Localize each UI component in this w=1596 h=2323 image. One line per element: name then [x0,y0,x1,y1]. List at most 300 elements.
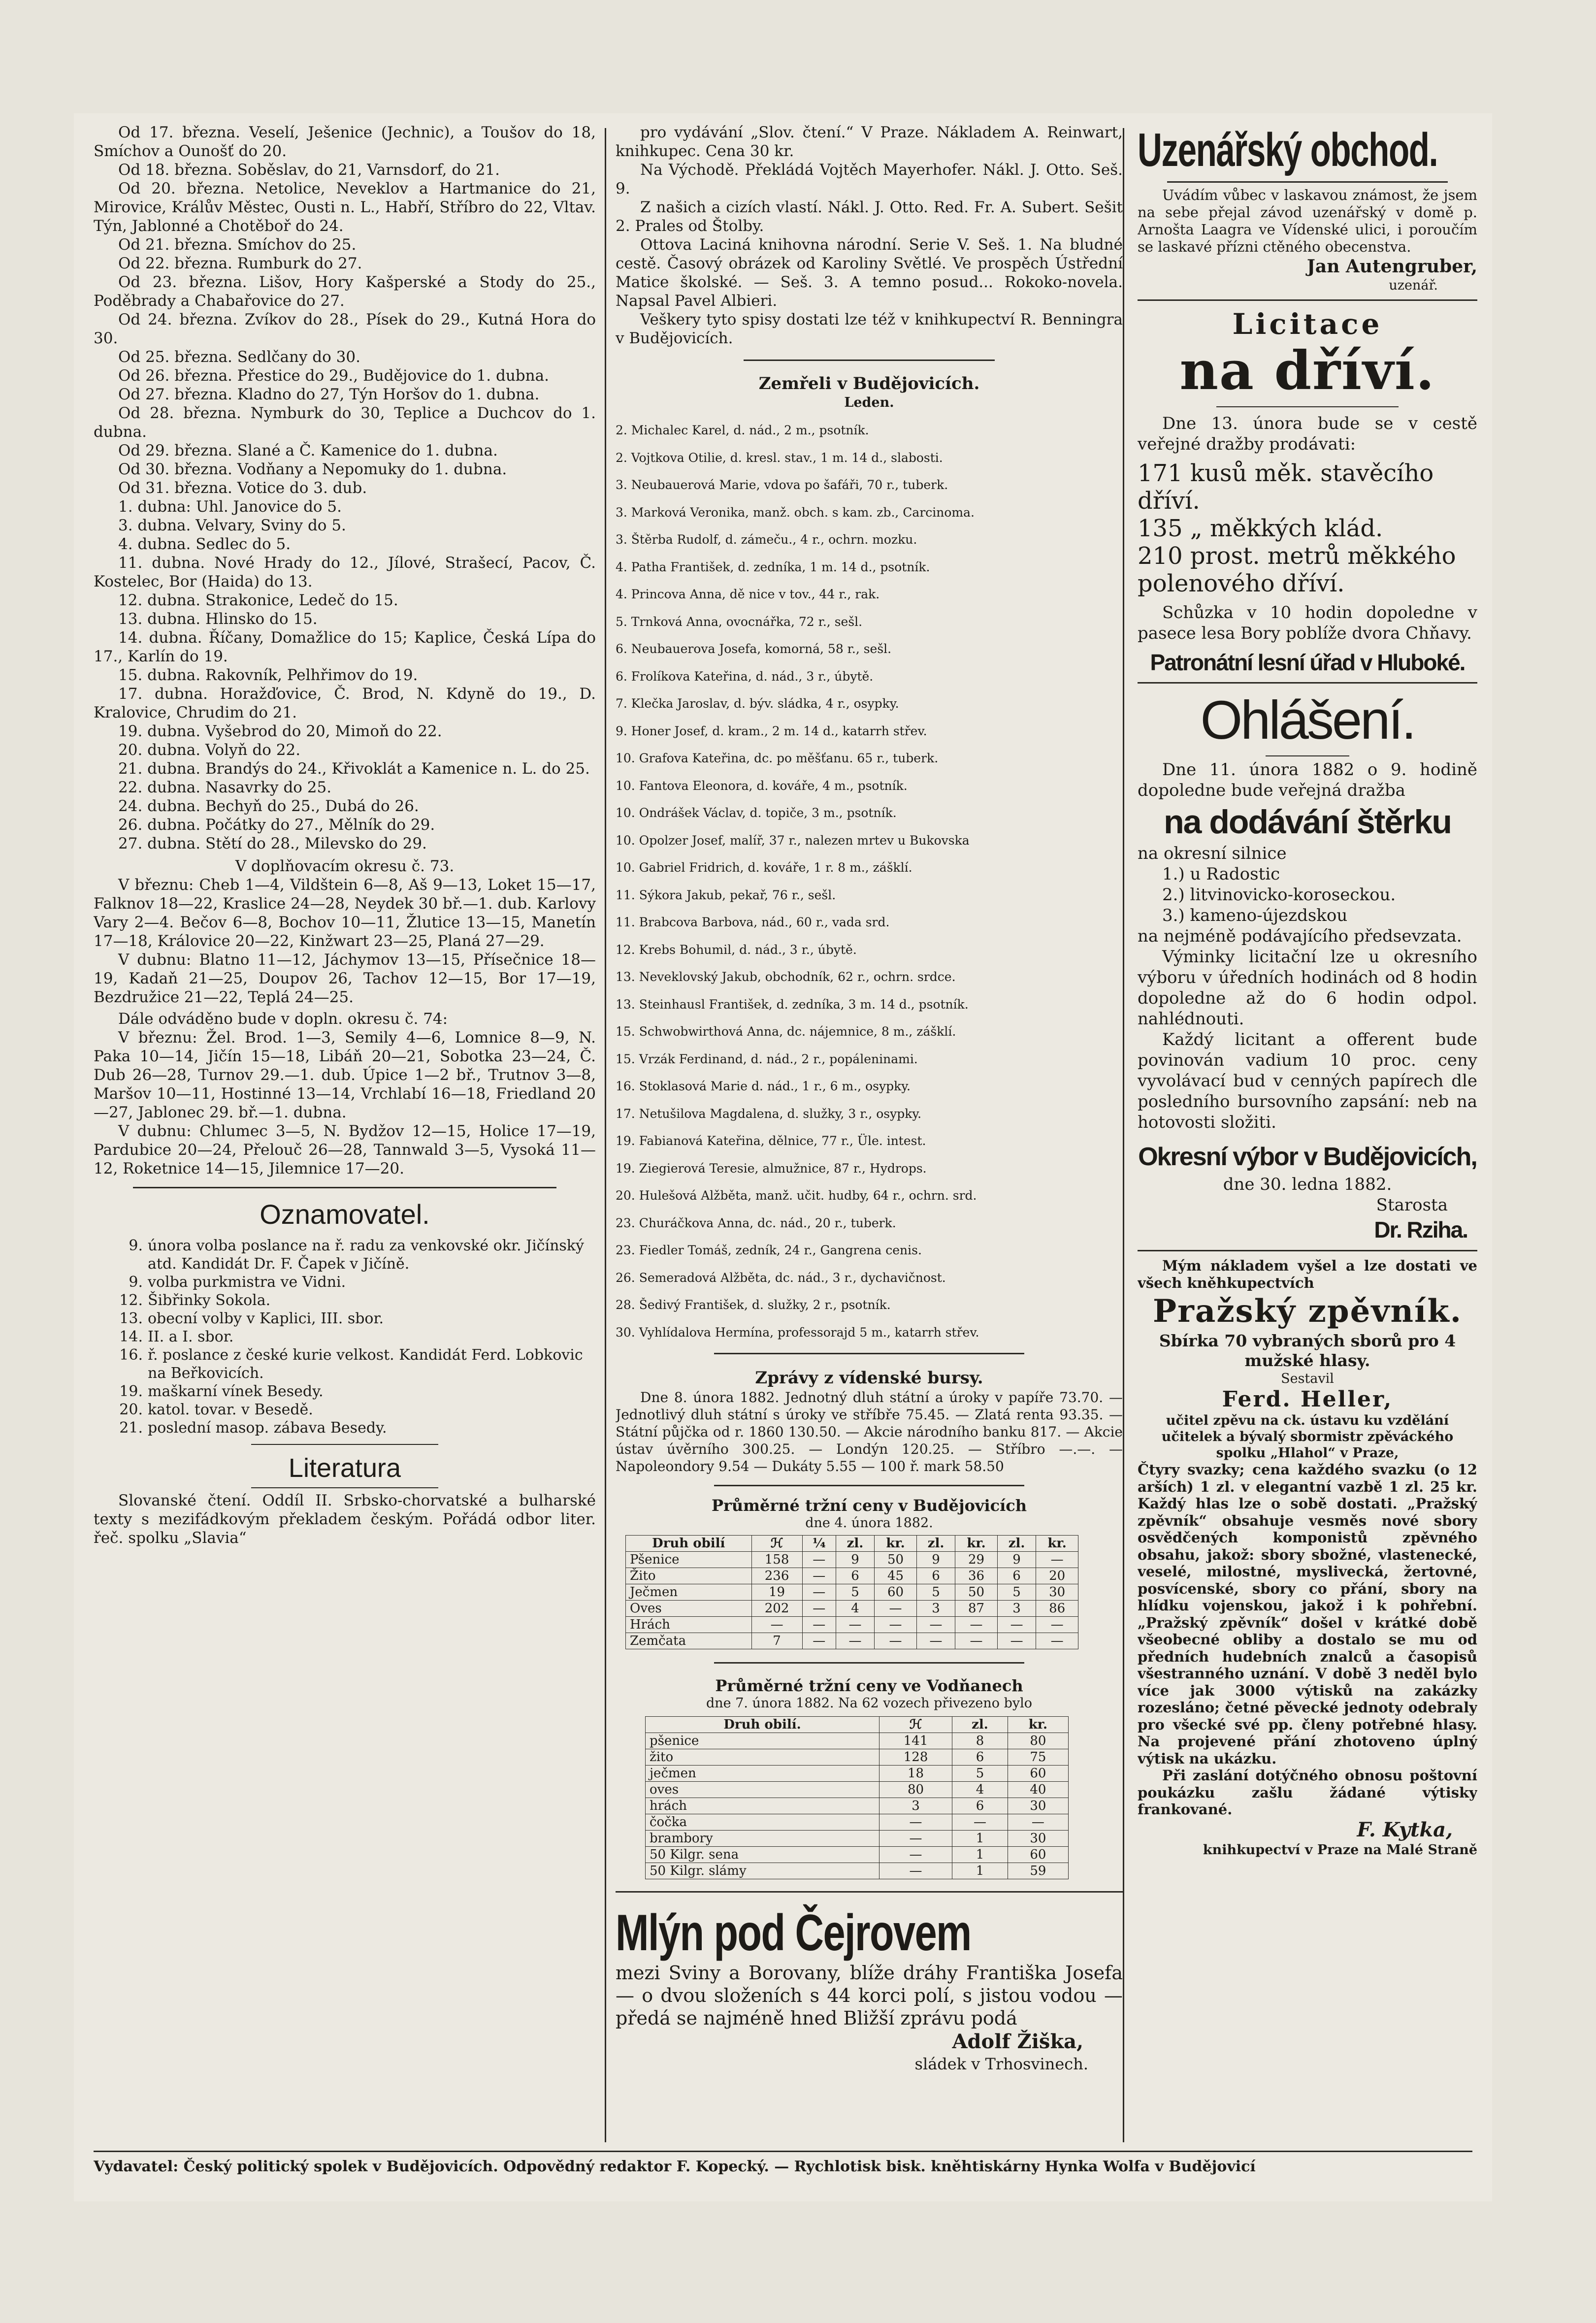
table-cell: oves [646,1782,879,1798]
table-header-cell: zl. [836,1536,874,1552]
ohlaseni-text: Dne 11. února 1882 o 9. hodině dopoledne bude veřejná dražba [1138,760,1477,800]
licitace-item: 210 prost. metrů měkkého polenového dříví. [1138,542,1456,597]
oznamovatel-item [94,1291,596,1309]
date-entry: 17. dubna. Horažďovice, Č. Brod, N. Kdyně do 19., D. Kralovice, Chrudim do 21. [94,685,596,721]
oznamovatel-day: 20. [119,1401,143,1418]
date-entry: Od 29. března. Slané a Č. Kamenice do 1. dubna. [118,442,498,459]
table-header-cell: zl. [952,1717,1008,1733]
table-header-cell: ℋ [751,1536,802,1552]
oznamovatel-text: Šibřinky Sokola. [148,1292,271,1309]
table-cell: — [836,1617,874,1633]
table-cell: — [879,1847,952,1863]
table-cell: — [836,1633,874,1649]
date-entry: Od 21. března. Smíchov do 25. [118,236,357,254]
oznamovatel-day: 12. [119,1292,143,1309]
table-cell: Oves [626,1601,752,1617]
table-cell: — [802,1552,836,1568]
okresu74-entry: V březnu: Žel. Brod. 1—3, Semily 4—6, Lomnice 8—9, N. Paka 10—14, Jičín 15—18, Libáň 20—21, Sobotka 23—24, Č. Dub 26—28, Turnov 29.—1. dub. Úpice 1—2 bř., Trutnov 3—8, Maršov 10—11, Hostinné 13—14, Vrchlabí 16—18, Friedland 20—27, Jablonec 29. bř.—1. dubna. [94,1029,596,1121]
table-cell: 80 [1008,1733,1068,1749]
divider [251,1487,438,1488]
table-cell: — [802,1633,836,1649]
table-cell: 18 [879,1766,952,1782]
table-header-cell: kr. [875,1536,917,1552]
table-row [646,1782,1069,1798]
table-cell: 9 [997,1552,1036,1568]
death-entry: 23. Fiedler Tomáš, zedník, 24 r., Gangrena cenis. [616,1243,922,1257]
date-entry: 27. dubna. Stětí do 28., Milevsko do 29. [118,835,427,852]
date-entry: Od 25. března. Sedlčany do 30. [118,348,360,366]
death-entry: 10. Opolzer Josef, malíř, 37 r., nalezen mrtev u Bukovska [616,833,970,848]
date-entry: 26. dubna. Počátky do 27., Mělník do 29. [118,816,435,834]
oznamovatel-item [94,1346,596,1382]
market1-title: Průměrné tržní ceny v Budějovicích [711,1496,1027,1515]
divider [251,1444,438,1445]
deaths-list [616,423,1123,1340]
death-entry: 26. Semeradová Alžběta, dc. nád., 3 r., dychavičnost. [616,1270,946,1285]
table-cell: 1 [952,1847,1008,1863]
death-entry: 23. Churáčkova Anna, dc. nád., 20 r., tuberk. [616,1215,896,1230]
table-cell: brambory [646,1831,879,1847]
death-entry: 30. Vyhlídalova Hermína, professorajd 5 m., katarrh střev. [616,1325,979,1340]
table-cell: Pšenice [626,1552,752,1568]
table-cell: 5 [997,1584,1036,1601]
literature-entry: Na Východě. Překládá Vojtěch Mayerhofer. Nákl. J. Otto. Seš. 9. [616,161,1123,197]
table-cell: — [802,1617,836,1633]
table-cell: 4 [952,1782,1008,1798]
death-entry: 4. Princova Anna, dě nice v tov., 44 r., rak. [616,587,880,601]
table-cell: 6 [952,1749,1008,1766]
table-row [646,1831,1069,1847]
date-entry: 21. dubna. Brandýs do 24., Křivoklát a Kamenice n. L. do 25. [118,760,590,778]
literatura-title: Literatura [288,1453,401,1483]
table-cell: 1 [952,1831,1008,1847]
table-cell: hrách [646,1798,879,1814]
table-header-cell: Druh obilí [626,1536,752,1552]
death-entry: 17. Netušilova Magdalena, d. služky, 3 r., osypky. [616,1106,922,1121]
death-entry: 6. Frolíkova Kateřina, d. nád., 3 r., úbytě. [616,669,874,684]
table-cell: 59 [1008,1863,1068,1879]
death-entry: 10. Grafova Kateřina, dc. po měšťanu. 65 r., tuberk. [616,751,939,765]
date-entry: 12. dubna. Strakonice, Ledeč do 15. [118,591,398,609]
column-rule [1123,128,1124,2142]
table-row [646,1798,1069,1814]
table-cell: — [875,1601,917,1617]
ohlaseni-item: 2.) litvinovicko-koroseckou. [1162,885,1396,905]
table-cell: — [955,1617,998,1633]
ohlaseni-text4: Výminky licitační lze u okresního výboru v úředních hodinách od 8 hodin dopoledne až do 6 hodin odpol. nahlédnouti. [1138,947,1477,1029]
market1-subtitle: dne 4. února 1882. [805,1515,933,1531]
table-row [646,1814,1069,1831]
divider [1266,755,1349,756]
uzenar-role: uzenář. [1389,278,1438,293]
literature-entry: Z našich a cizích vlastí. Nákl. J. Otto. Red. Fr. A. Subert. Sešit 2. Prales od Štolby. [616,198,1123,235]
divider [1167,181,1448,183]
mlyn-signature: Adolf Žiška, [952,2030,1083,2053]
table-cell: — [802,1584,836,1601]
licitace-text2: Schůzka v 10 hodin dopoledne v pasece lesa Bory poblíže dvora Chňavy. [1138,603,1477,643]
zpevnik-title: Pražský zpěvník. [1153,1293,1462,1330]
uzenar-title: Uzenářský obchod. [1138,124,1438,176]
okresu74-heading: Dále odváděno bude v dopln. okresu č. 74: [118,1010,448,1028]
divider [744,360,995,361]
deaths-month: Leden. [844,395,894,410]
table-row [646,1733,1069,1749]
mlyn-signature-line2: sládek v Trhosvinech. [914,2055,1088,2073]
imprint-footer: Vydavatel: Český politický spolek v Budějovicích. Odpovědný redaktor F. Kopecký. — Rychlotisk bisk. kněhtiskárny Hynka Wolfa v Budějovicí [94,2151,1472,2182]
table-cell: — [1036,1617,1078,1633]
oznamovatel-item [94,1328,596,1346]
table-row [626,1617,1078,1633]
death-entry: 6. Neubauerova Josefa, komorná, 58 r., sešl. [616,642,892,656]
oznamovatel-item [94,1273,596,1291]
table-cell: 6 [836,1568,874,1584]
table-cell: — [751,1617,802,1633]
date-entry: Od 30. března. Vodňany a Nepomuky do 1. dubna. [118,460,507,478]
table-cell: 158 [751,1552,802,1568]
death-entry: 12. Krebs Bohumil, d. nád., 3 r., úbytě. [616,942,857,957]
table-row [626,1633,1078,1649]
oznamovatel-day: 9. [129,1237,143,1254]
table-cell: 4 [836,1601,874,1617]
table-cell: 3 [997,1601,1036,1617]
death-entry: 10. Ondrášek Václav, d. topiče, 3 m., psotník. [616,806,897,820]
oznamovatel-text: katol. tovar. v Besedě. [148,1401,313,1418]
table-cell: — [879,1831,952,1847]
recruitment-dates [94,123,596,853]
divider [1138,299,1477,301]
date-entry: 3. dubna. Velvary, Sviny do 5. [118,517,346,534]
oznamovatel-text: poslední masop. zábava Besedy. [148,1419,387,1437]
date-entry: 15. dubna. Rakovník, Pelhřimov do 19. [118,666,418,684]
table-cell: Hrách [626,1617,752,1633]
table-cell: Zemčata [626,1633,752,1649]
ohlaseni-text5: Každý licitant a offerent bude povinován vadium 10 proc. ceny vyvolávací bud v cenných papírech dle posledního bursovního zapsání: neb na hotovosti složiti. [1138,1030,1477,1132]
death-entry: 2. Vojtkova Otilie, d. kresl. stav., 1 m. 14 d., slabosti. [616,450,943,465]
newspaper-page [74,113,1492,2201]
date-entry: Od 23. března. Lišov, Hory Kašperské a Stody do 25., Poděbrady a Chabařovice do 27. [94,273,596,310]
deaths-title: Zemřeli v Budějovicích. [758,374,980,393]
table-cell: 19 [751,1584,802,1601]
death-entry: 10. Fantova Eleonora, d. kováře, 4 m., psotník. [616,778,908,793]
ohlaseni-org: Okresní výbor v Budějovicích, [1138,1143,1477,1171]
bursa-title: Zprávy z vídenské bursy. [755,1368,983,1388]
oznamovatel-day: 19. [119,1383,143,1400]
table-header-cell: ¼ [802,1536,836,1552]
date-entry: Od 18. března. Soběslav, do 21, Varnsdorf, do 21. [118,161,500,179]
table-cell: 80 [879,1782,952,1798]
table-cell: 60 [1008,1766,1068,1782]
date-entry: Od 28. března. Nymburk do 30, Teplice a Duchcov do 1. dubna. [94,404,596,441]
ohlaseni-text3: na nejméně podávajícího předsevzata. [1138,926,1462,946]
table-header-row [646,1717,1069,1733]
table-cell: — [875,1633,917,1649]
date-entry: 14. dubna. Říčany, Domažlice do 15; Kaplice, Česká Lípa do 17., Karlín do 19. [94,629,596,665]
table-cell: 30 [1008,1831,1068,1847]
date-entry: Od 17. března. Veselí, Ješenice (Jechnic), a Toušov do 18, Smíchov a Ounošť do 20. [94,124,596,160]
table-cell: 30 [1008,1798,1068,1814]
oznamovatel-day: 14. [119,1328,143,1345]
death-entry: 20. Hulešová Alžběta, manž. učit. hudby, 64 r., ochrn. srd. [616,1188,977,1203]
okresu74-list [94,1028,596,1178]
oznamovatel-text: maškarní vínek Besedy. [148,1383,324,1400]
zpevnik-author-desc: učitel zpěvu na ck. ústavu ku vzdělání učitelek a bývalý sbormistr zpěváckého spolku „Hlahol“ v Praze, [1161,1413,1454,1461]
zpevnik-intro: Mým nákladem vyšel a lze dostati ve všech kněhkupectvích [1138,1257,1477,1291]
oznamovatel-item [94,1419,596,1437]
table-header-row [626,1536,1078,1552]
table-cell: — [955,1633,998,1649]
oznamovatel-day: 9. [129,1274,143,1291]
death-entry: 3. Štěrba Rudolf, d. zámeču., 4 r., ochrn. mozku. [616,532,917,547]
table-cell: žito [646,1749,879,1766]
zpevnik-signature: F. Kytka, [1357,1818,1453,1841]
death-entry: 3. Neubauerová Marie, vdova po šafáři, 70 r., tuberk. [616,478,948,492]
table-cell: 5 [916,1584,955,1601]
market2-table [645,1716,1069,1879]
table-cell: 60 [1008,1847,1068,1863]
death-entry: 7. Klečka Jaroslav, d. býv. sládka, 4 r., osypky. [616,696,899,711]
death-entry: 2. Michalec Karel, d. nád., 2 m., psotník. [616,423,869,437]
table-cell: — [997,1617,1036,1633]
divider [714,1485,1024,1486]
table-cell: 5 [952,1766,1008,1782]
table-cell: 9 [836,1552,874,1568]
okresu73-entry: V dubnu: Blatno 11—12, Jáchymov 13—15, Přísečnice 18—19, Kadaň 21—25, Doupov 26, Tachov 12—15, Bor 17—19, Bezdružice 21—22, Teplá 24—25. [94,951,596,1006]
licitace-big: na dříví. [1179,340,1435,402]
literature-entry: Veškery tyto spisy dostati lze též v knihkupectví R. Benningra v Budějovicích. [616,311,1123,347]
table-cell: 3 [916,1601,955,1617]
ohlaseni-title: Ohlášení. [1200,690,1415,751]
oznamovatel-text: II. a I. sbor. [148,1328,234,1345]
table-cell: — [879,1814,952,1831]
table-header-cell: zl. [916,1536,955,1552]
table-cell: — [1036,1633,1078,1649]
death-entry: 13. Neveklovský Jakub, obchodník, 62 r., ochrn. srdce. [616,970,956,984]
table-cell: 128 [879,1749,952,1766]
literatura-text: Slovanské čtení. Oddíl II. Srbsko-chorvatské a bulharské texty s mezifádkovým překladem českým. Pořádá odbor liter. řeč. spolku „Slavia“ [94,1492,596,1547]
column-3 [1138,123,1477,2142]
divider [1138,682,1477,684]
table-cell: — [879,1863,952,1879]
table-cell: 3 [879,1798,952,1814]
oznamovatel-item [94,1382,596,1401]
death-entry: 3. Marková Veronika, manž. obch. s kam. zb., Carcinoma. [616,505,975,520]
table-header-cell: ℋ [879,1717,952,1733]
zpevnik-signature-line2: knihkupectví v Praze na Malé Straně [1203,1842,1477,1858]
bursa-text: Dne 8. února 1882. Jednotný dluh státní a úroky v papíře 73.70. — Jednotlivý dluh státní s úroky ve stříbře 75.45. — Zlatá renta 93.35. — Státní půjčka od r. 1860 130.50. — Akcie národního banku 817. — Akcie ústav úvěrního 300.25. — Londýn 120.25. — Stříbro —.—. — Napoleondory 9.54 — Dukáty 5.55 — 100 ř. mark 58.50 [616,1389,1123,1474]
divider [714,1353,1024,1354]
date-entry: Od 24. března. Zvíkov do 28., Písek do 29., Kutná Hora do 30. [94,311,596,347]
date-entry: 4. dubna. Sedlec do 5. [118,535,291,553]
oznamovatel-text: volba purkmistra ve Vidni. [148,1274,346,1291]
ohlaseni-item: 3.) kameno-újezdskou [1162,906,1348,925]
table-cell: 8 [952,1733,1008,1749]
date-entry: Od 26. března. Přestice do 29., Budějovice do 1. dubna. [118,367,549,385]
ohlaseni-text2: na okresní silnice [1138,844,1287,863]
oznamovatel-list [94,1237,596,1437]
zpevnik-by: Sestavil [1281,1371,1334,1386]
oznamovatel-day: 21. [119,1419,143,1437]
date-entry: 24. dubna. Bechyň do 25., Dubá do 26. [118,797,419,815]
table-row [646,1863,1069,1879]
oznamovatel-day: 13. [119,1310,143,1327]
oznamovatel-item [94,1401,596,1419]
table-cell: 75 [1008,1749,1068,1766]
date-entry: Od 31. března. Votice do 3. dub. [118,479,367,497]
market2-title: Průměrné tržní ceny ve Vodňanech [715,1676,1023,1695]
table-cell: — [997,1633,1036,1649]
death-entry: 4. Patha František, d. zedníka, 1 m. 14 d., psotník. [616,559,930,574]
table-header-cell: kr. [1036,1536,1078,1552]
mlyn-title: Mlýn pod Čejrovem [616,1904,971,1962]
table-header-cell: zl. [997,1536,1036,1552]
table-cell: — [1008,1814,1068,1831]
zpevnik-text2: Při zaslání dotýčného obnosu poštovní poukázku zašlu žádané výtisky frankované. [1138,1767,1477,1818]
table-cell: — [952,1814,1008,1831]
licitace-item: 135 „ měkkých klád. [1138,515,1383,542]
okresu73-heading: V doplňovacím okresu č. 73. [235,857,455,875]
death-entry: 19. Fabianová Kateřina, dělnice, 77 r., Üle. intest. [616,1134,926,1148]
death-entry: 10. Gabriel Fridrich, d. kováře, 1 r. 8 m., zášklí. [616,860,912,875]
death-entry: 9. Honer Josef, d. kram., 2 m. 14 d., katarrh střev. [616,723,927,738]
table-cell: 50 Kilgr. sena [646,1847,879,1863]
table-cell: pšenice [646,1733,879,1749]
oznamovatel-title: Oznamovatel. [260,1199,430,1230]
table-cell: čočka [646,1814,879,1831]
mlyn-text: mezi Sviny a Borovany, blíže dráhy Františka Josefa — o dvou složeních s 44 korci polí, s jistou vodou — předá se najméně hned Bližší zprávu podá [616,1962,1123,2029]
table-row [646,1749,1069,1766]
table-cell: 86 [1036,1601,1078,1617]
licitace-title: Licitace [1232,307,1383,341]
date-entry: 11. dubna. Nové Hrady do 12., Jílové, Strašecí, Pacov, Č. Kostelec, Bor (Haida) do 13. [94,554,596,590]
okresu73-entry: V březnu: Cheb 1—4, Vildštein 6—8, Aš 9—13, Loket 15—17, Falknov 18—22, Kraslice 24—28, Neydek 30 bř.—1. dub. Karlovy Vary 2—4. Bečov 6—8, Bochov 10—11, Žlutice 13—15, Manetín 17—18, Královice 20—22, Kinžwart 23—25, Planá 27—29. [94,876,596,950]
table-cell: Ječmen [626,1584,752,1601]
ohlaseni-item: 1.) u Radostic [1162,864,1280,884]
oznamovatel-day: 16. [119,1346,143,1364]
table-cell: 9 [916,1552,955,1568]
literature-entry: Ottova Laciná knihovna národní. Serie V. Seš. 1. Na bludné cestě. Časový obrázek od Karoliny Světlé. Ve prospěch Ústřední Matice školské. — Seš. 3. A temno posud... Rokoko-novela. Napsal Pavel Albieri. [616,236,1123,310]
okresu74-entry: V dubnu: Chlumec 3—5, N. Bydžov 12—15, Holice 17—19, Pardubice 20—24, Přelouč 26—28, Tannwald 3—5, Vysoká 11—12, Roketnice 14—15, Jilemnice 17—20. [94,1122,596,1178]
death-entry: 11. Sýkora Jakub, pekař, 76 r., sešl. [616,887,836,902]
table-header-cell: Druh obilí. [646,1717,879,1733]
table-cell: 6 [916,1568,955,1584]
death-entry: 15. Vrzák Ferdinand, d. nád., 2 r., popáleninami. [616,1051,918,1066]
zpevnik-author: Ferd. Heller, [1222,1387,1393,1412]
table-cell: 50 [875,1552,917,1568]
death-entry: 11. Brabcova Barbova, nád., 60 r., vada srd. [616,915,890,929]
uzenar-signature: Jan Autengruber, [1306,256,1477,277]
date-entry: 13. dubna. Hlinsko do 15. [118,610,318,628]
literature-entry: pro vydávání „Slov. čtení.“ V Praze. Nákladem A. Reinwart, knihkupec. Cena 30 kr. [616,124,1123,160]
table-row [646,1766,1069,1782]
death-entry: 13. Steinhausl František, d. zedníka, 3 m. 14 d., psotník. [616,997,969,1012]
ohlaseni-items [1138,864,1477,926]
divider [1138,1250,1477,1251]
table-header-cell: kr. [955,1536,998,1552]
table-cell: — [875,1617,917,1633]
ohlaseni-signature: Dr. Rziha. [1374,1217,1467,1243]
oznamovatel-item [94,1237,596,1273]
table-cell: 60 [875,1584,917,1601]
oznamovatel-text: obecní volby v Kaplici, III. sbor. [148,1310,384,1327]
date-entry: 20. dubna. Volyň do 22. [118,741,301,759]
date-entry: Od 20. března. Netolice, Neveklov a Hartmanice do 21, Mirovice, Králův Městec, Ousti n. L., Habří, Stříbro do 22, Vltav. Týn, Jablonné a Chotěboř do 24. [94,180,596,235]
table-row [626,1601,1078,1617]
table-cell: 87 [955,1601,998,1617]
table-cell: 1 [952,1863,1008,1879]
table-cell: 6 [997,1568,1036,1584]
date-entry: Od 22. března. Rumburk do 27. [118,255,362,272]
table-cell: 30 [1036,1584,1078,1601]
column-2 [616,123,1123,2142]
death-entry: 19. Ziegierová Teresie, almužnice, 87 r., Hydrops. [616,1161,927,1176]
table-cell: 50 [955,1584,998,1601]
oznamovatel-text: února volba poslance na ř. radu za venkovské okr. Jičínský atd. Kandidát Dr. F. Čapek v Jičíně. [148,1237,584,1273]
zpevnik-subtitle: Sbírka 70 vybraných sborů pro 4 mužské hlasy. [1159,1331,1456,1370]
table-cell: — [1036,1552,1078,1568]
table-cell: ječmen [646,1766,879,1782]
table-cell: — [916,1633,955,1649]
death-entry: 28. Šedivý František, d. služky, 2 r., psotník. [616,1298,891,1312]
table-cell: 36 [955,1568,998,1584]
licitace-items [1138,459,1477,597]
table-row [626,1584,1078,1601]
table-row [626,1568,1078,1584]
literature-continued [616,123,1123,348]
death-entry: 5. Trnková Anna, ovocnářka, 72 r., sešl. [616,614,863,629]
ohlaseni-big: na dodávání štěrku [1164,803,1451,841]
table-row [646,1847,1069,1863]
table-cell: 40 [1008,1782,1068,1798]
table-cell: — [802,1601,836,1617]
licitace-text: Dne 13. února bude se v cestě veřejné dražby prodávati: [1138,414,1477,454]
table-cell: 141 [879,1733,952,1749]
column-1 [94,123,596,2142]
table-cell: Žito [626,1568,752,1584]
licitace-signature: Patronátní lesní úřad v Hluboké. [1150,650,1465,675]
uzenar-text: Uvádím vůbec v laskavou známost, že jsem na sebe přejal závod uzenářský v domě p. Arnošta Laagra ve Vídenské ulici, i poroučím se laskavé přízni ctěného obecenstva. [1138,187,1477,255]
death-entry: 15. Schwobwirthová Anna, dc. nájemnice, 8 m., zášklí. [616,1024,956,1039]
date-entry: 1. dubna: Uhl. Janovice do 5. [118,498,342,516]
column-rule [605,128,606,2142]
table-cell: 45 [875,1568,917,1584]
divider [616,1891,1123,1893]
date-entry: 19. dubna. Vyšebrod do 20, Mimoň do 22. [118,722,442,740]
divider [714,1662,1024,1664]
table-header-cell: kr. [1008,1717,1068,1733]
table-cell: 29 [955,1552,998,1568]
table-cell: — [802,1568,836,1584]
oznamovatel-text: ř. poslance z české kurie velkost. Kandidát Ferd. Lobkovic na Beřkovicích. [148,1346,583,1382]
ohlaseni-date: dne 30. ledna 1882. [1223,1175,1392,1194]
zpevnik-text: Čtyry svazky; cena každého svazku (o 12 arších) 1 zl. v elegantní vazbě 1 zl. 25 kr. Každý hlas lze o sobě dostati. „Pražský zpěvník“ obsahuje vesměs nové sbory osvědčených komponistů zpěvného obsahu, jakož: sbory sbožné, vlastenecké, veselé, milostné, myslivecká, žertovné, posvícenské, sbory co přání, sbory na hlídku vojenskou, jakož i k pohřební. „Pražský zpěvník“ došel v krátké době všeobecné obliby a dostalo se mu od předních hudebních znalců a časopisů všestranného uznání. V době 3 neděl bylo více jak 3000 výtisků na zakázky rozesláno; četné pěvecké jednoty odebraly pro všecké své pp. členy potřebné hlasy. Na projevené přání zhotoveno úplný výtisk na ukázku. [1138,1461,1477,1767]
oznamovatel-item [94,1309,596,1328]
table-cell: 236 [751,1568,802,1584]
date-entry: 22. dubna. Nasavrky do 25. [118,779,332,796]
table-cell: 20 [1036,1568,1078,1584]
table-cell: 50 Kilgr. slámy [646,1863,879,1879]
table-cell: 202 [751,1601,802,1617]
table-cell: 7 [751,1633,802,1649]
death-entry: 16. Stoklasová Marie d. nád., 1 r., 6 m., osypky. [616,1079,911,1093]
date-entry: Od 27. března. Kladno do 27, Týn Horšov do 1. dubna. [118,386,540,403]
licitace-item: 171 kusů měk. stavěcího dříví. [1138,459,1434,515]
divider [1216,406,1399,407]
divider [133,1187,556,1188]
market1-table [625,1535,1078,1649]
table-row [626,1552,1078,1568]
market2-subtitle: dne 7. února 1882. Na 62 vozech přivezeno bylo [706,1696,1033,1711]
table-cell: 5 [836,1584,874,1601]
